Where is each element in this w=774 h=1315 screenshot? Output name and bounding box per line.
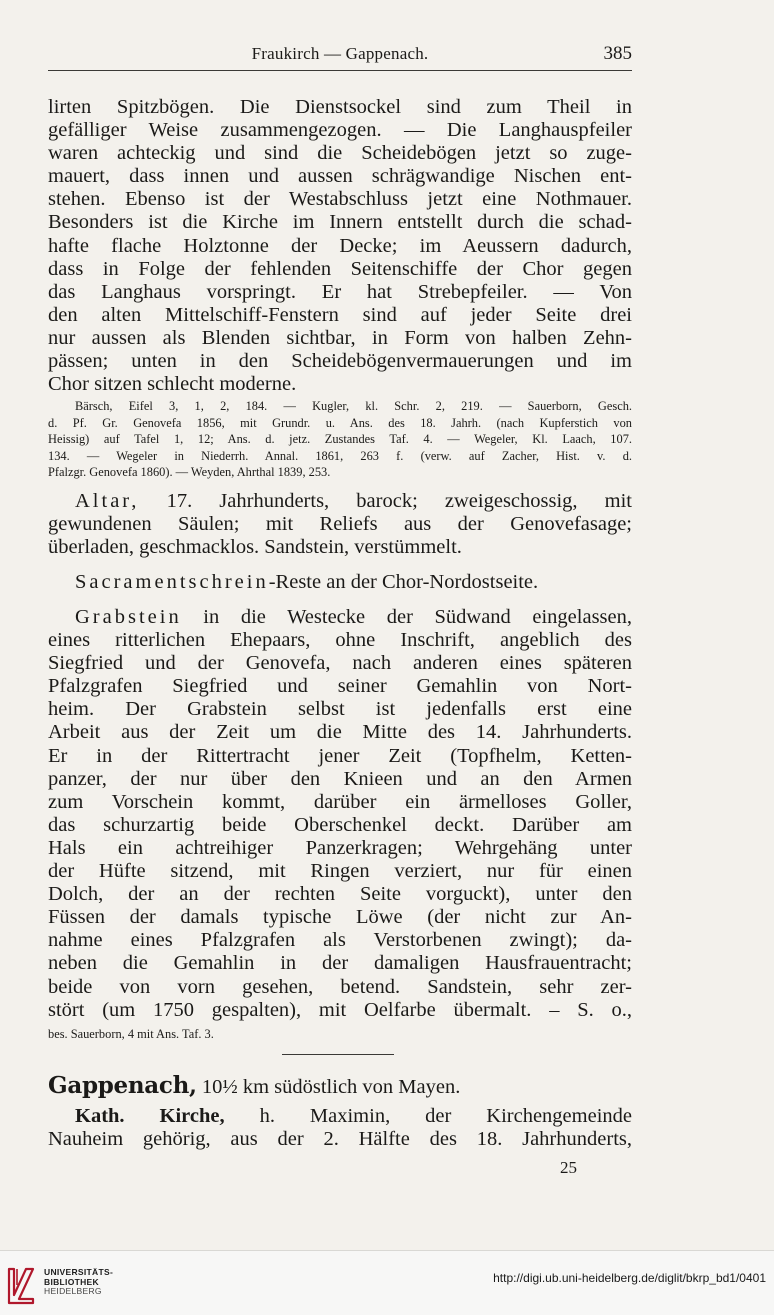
library-name-line: BIBLIOTHEK	[44, 1276, 99, 1287]
paragraph-church-description	[48, 96, 632, 396]
text-line: pässen; unten in den Scheidebögenvermauerungen und im	[48, 350, 632, 373]
paragraph-altar	[48, 490, 632, 559]
note-line: d. Pf. Gr. Genovefa 1856, mit Grundr. u. Ans. des 18. Jahrh. (nach Kupferstich von	[48, 415, 632, 430]
text-line: Chor sitzen schlecht moderne.	[48, 373, 297, 396]
note-line: bes. Sauerborn, 4 mit Ans. Taf. 3.	[48, 1027, 214, 1041]
text-line	[48, 571, 632, 594]
text-line: Dolch, der an der rechten Seite vorguckt), unter den	[48, 883, 632, 906]
text-line: Hals ein achtreihiger Panzerkragen; Wehrgehäng unter	[48, 836, 632, 859]
altar-first-line: 17. Jahrhunderts, barock; zweigeschossig, mit	[166, 490, 632, 512]
kirche-term: Kath. Kirche,	[75, 1105, 225, 1127]
library-name-line: HEIDELBERG	[44, 1286, 102, 1296]
text-line: zum Vorschein kommt, darüber ein ärmelloses Goller,	[48, 790, 632, 813]
grabstein-note	[48, 1026, 632, 1043]
grabstein-term: Grabstein	[75, 606, 182, 628]
sacrament-term: Sacramentschrein	[75, 571, 269, 593]
text-line: den alten Mittelschiff-Fenstern sind auf jeder Seite drei	[48, 303, 632, 326]
text-line: panzer, der nur über den Knieen und an den Armen	[48, 767, 632, 790]
text-line	[48, 490, 632, 513]
library-name-line: UNIVERSITÄTS-	[44, 1267, 114, 1277]
text-line: Besonders ist die Kirche im Innern entstellt durch die schad-	[48, 211, 632, 234]
text-line: mauert, dass innen und aussen schrägwandige Nischen ent-	[48, 165, 632, 188]
text-line: das schurzartig beide Oberschenkel deckt. Darüber am	[48, 813, 632, 836]
text-line: stört (um 1750 gespalten), mit Oelfarbe übermalt. – S. o.,	[48, 998, 632, 1021]
text-line	[48, 1105, 632, 1128]
text-line: nur aussen als Blenden sichtbar, in Form von halben Zehn-	[48, 326, 632, 349]
kirche-first-line: h. Maximin, der Kirchengemeinde	[259, 1105, 632, 1127]
text-line: nahme eines Pfalzgrafen als Verstorbenen zwingt); da-	[48, 929, 632, 952]
text-line: gewundenen Säulen; mit Reliefs aus der Genovefasage;	[48, 513, 632, 536]
altar-term: Altar,	[75, 490, 140, 512]
text-line	[48, 1073, 632, 1100]
text-line: das Langhaus vorspringt. Er hat Strebepfeiler. — Von	[48, 280, 632, 303]
text-line: Nauheim gehörig, aus der 2. Hälfte des 18. Jahrhunderts,	[48, 1128, 632, 1151]
grabstein-first-line: in die Westecke der Südwand eingelassen,	[203, 606, 632, 628]
library-name	[44, 1268, 113, 1297]
note-line: 134. — Wegeler in Niederrh. Annal. 1861, 263 f. (verw. auf Zacher, Hist. v. d.	[48, 448, 632, 463]
text-line: beide von vorn gesehen, betend. Sandstein, sehr zer-	[48, 975, 632, 998]
paragraph-grabstein	[48, 606, 632, 1022]
text-line: waren achteckig und sind die Scheidebögen jetzt so zuge-	[48, 142, 632, 165]
note-line: Heissig) auf Tafel 1, 12; Ans. d. jetz. Zustandes Taf. 4. — Wegeler, Kl. Laach, 107.	[48, 432, 632, 447]
place-distance: 10½ km südöstlich von Mayen.	[201, 1076, 461, 1098]
text-line: der Hüfte sitzend, mit Ringen verziert, nur für einen	[48, 860, 632, 883]
literature-notes	[48, 398, 632, 481]
page-header	[48, 40, 632, 71]
text-line: Arbeit aus der Zeit um die Mitte des 14. Jahrhunderts.	[48, 721, 632, 744]
text-line	[48, 606, 632, 629]
note-line: Pfalzgr. Genovefa 1860). — Weyden, Ahrthal 1839, 253.	[48, 465, 331, 480]
paragraph-kirche	[48, 1105, 632, 1151]
text-line: gefälliger Weise zusammengezogen. — Die Langhauspfeiler	[48, 119, 632, 142]
text-line: überladen, geschmacklos. Sandstein, verstümmelt.	[48, 536, 462, 559]
running-title: Fraukirch — Gappenach.	[251, 44, 429, 63]
text-line: Füssen der damals typische Löwe (der nicht zur An-	[48, 906, 632, 929]
text-line: dass in Folge der fehlenden Seitenschiffe der Chor gegen	[48, 257, 632, 280]
text-line: Siegfried und der Genovefa, nach anderen eines späteren	[48, 652, 632, 675]
text-line: Er in der Rittertracht jener Zeit (Topfhelm, Ketten-	[48, 744, 632, 767]
note-line: Bärsch, Eifel 3, 1, 2, 184. — Kugler, kl. Schr. 2, 219. — Sauerborn, Gesch.	[75, 399, 632, 413]
text-line: eines ritterlichen Ehepaars, ohne Inschrift, angeblich des	[48, 629, 632, 652]
university-library-logo-icon	[6, 1265, 36, 1305]
text-line: Pfalzgrafen Siegfried und seiner Gemahlin von Nort-	[48, 675, 632, 698]
text-line: heim. Der Grabstein selbst ist jedenfalls erst eine	[48, 698, 632, 721]
text-line: hafte flache Holztonne der Decke; im Aeussern dadurch,	[48, 234, 632, 257]
text-line: lirten Spitzbögen. Die Dienstsockel sind zum Theil in	[48, 96, 632, 118]
text-line: neben die Gemahlin in der damaligen Hausfrauentracht;	[48, 952, 632, 975]
paragraph-sacrament	[48, 571, 632, 594]
text-line: stehen. Ebenso ist der Westabschluss jetzt eine Nothmauer.	[48, 188, 632, 211]
viewer-footer	[0, 1250, 774, 1315]
signature-mark: 25	[560, 1158, 577, 1177]
gappenach-heading	[48, 1073, 632, 1100]
place-name: Gappenach,	[48, 1072, 197, 1099]
page-number: 385	[603, 43, 632, 64]
sacrament-rest: -Reste an der Chor-Nordostseite.	[268, 571, 539, 593]
source-url-link[interactable]: http://digi.ub.uni-heidelberg.de/diglit/bkrp_bd1/0401	[493, 1271, 766, 1285]
section-divider	[282, 1054, 394, 1055]
